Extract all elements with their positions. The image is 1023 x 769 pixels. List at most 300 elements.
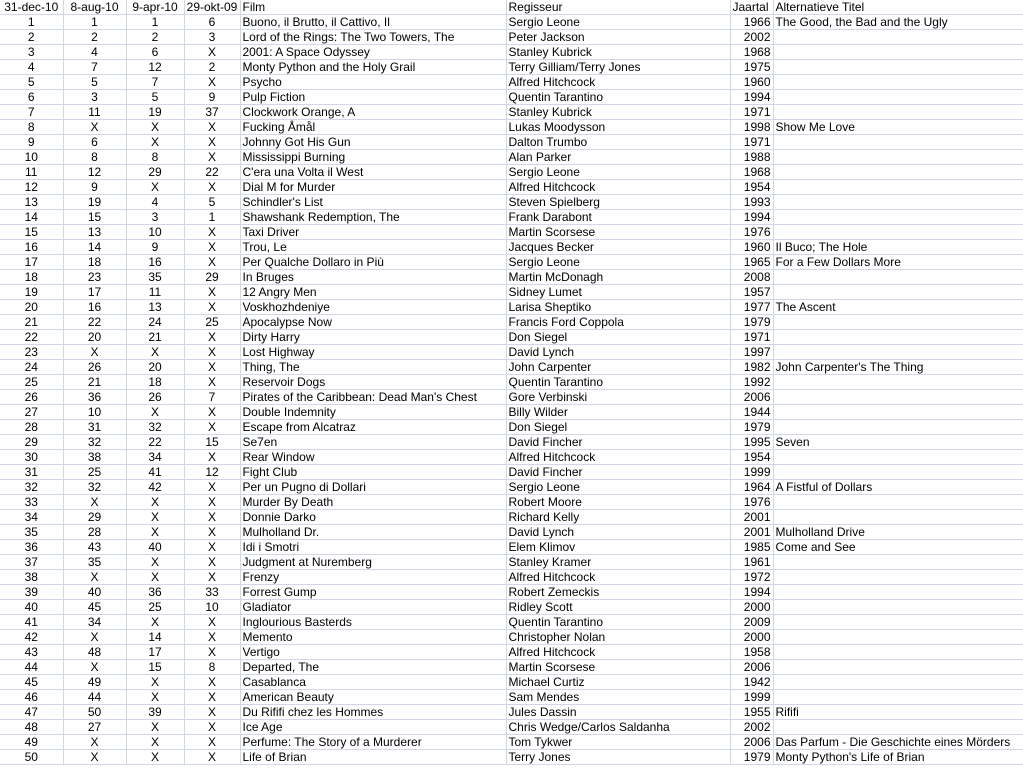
rank-8-aug-10-cell[interactable]: 44 — [63, 690, 126, 705]
film-cell[interactable]: 12 Angry Men — [240, 285, 506, 300]
rank-31-dec-10-cell[interactable]: 19 — [0, 285, 63, 300]
film-cell[interactable]: Voskhozhdeniye — [240, 300, 506, 315]
rank-9-apr-10-cell[interactable]: X — [126, 495, 184, 510]
film-cell[interactable]: Forrest Gump — [240, 585, 506, 600]
film-cell[interactable]: C'era una Volta il West — [240, 165, 506, 180]
rank-29-okt-09-cell[interactable]: 8 — [184, 660, 240, 675]
regisseur-cell[interactable]: Billy Wilder — [506, 405, 730, 420]
alternatieve-titel-cell[interactable]: Mulholland Drive — [773, 525, 1023, 540]
rank-9-apr-10-cell[interactable]: X — [126, 615, 184, 630]
alternatieve-titel-cell[interactable] — [773, 510, 1023, 525]
jaartal-cell[interactable]: 1971 — [730, 105, 773, 120]
rank-9-apr-10-cell[interactable]: 15 — [126, 660, 184, 675]
rank-29-okt-09-cell[interactable]: X — [184, 375, 240, 390]
rank-31-dec-10-cell[interactable]: 13 — [0, 195, 63, 210]
rank-31-dec-10-cell[interactable]: 6 — [0, 90, 63, 105]
rank-29-okt-09-cell[interactable]: X — [184, 705, 240, 720]
regisseur-cell[interactable]: Terry Gilliam/Terry Jones — [506, 60, 730, 75]
alternatieve-titel-cell[interactable] — [773, 570, 1023, 585]
rank-29-okt-09-cell[interactable]: X — [184, 300, 240, 315]
jaartal-cell[interactable]: 1954 — [730, 450, 773, 465]
rank-31-dec-10-cell[interactable]: 32 — [0, 480, 63, 495]
alternatieve-titel-cell[interactable] — [773, 60, 1023, 75]
film-cell[interactable]: Murder By Death — [240, 495, 506, 510]
alternatieve-titel-cell[interactable] — [773, 135, 1023, 150]
rank-8-aug-10-cell[interactable]: 29 — [63, 510, 126, 525]
rank-8-aug-10-cell[interactable]: X — [63, 120, 126, 135]
alternatieve-titel-cell[interactable]: Show Me Love — [773, 120, 1023, 135]
jaartal-cell[interactable]: 1976 — [730, 495, 773, 510]
film-cell[interactable]: Departed, The — [240, 660, 506, 675]
film-cell[interactable]: Per un Pugno di Dollari — [240, 480, 506, 495]
regisseur-cell[interactable]: Alan Parker — [506, 150, 730, 165]
rank-8-aug-10-cell[interactable]: 20 — [63, 330, 126, 345]
film-cell[interactable]: Schindler's List — [240, 195, 506, 210]
jaartal-cell[interactable]: 1999 — [730, 690, 773, 705]
film-cell[interactable]: Apocalypse Now — [240, 315, 506, 330]
film-cell[interactable]: Frenzy — [240, 570, 506, 585]
regisseur-cell[interactable]: Christopher Nolan — [506, 630, 730, 645]
rank-8-aug-10-cell[interactable]: 13 — [63, 225, 126, 240]
rank-29-okt-09-cell[interactable]: X — [184, 570, 240, 585]
film-cell[interactable]: Buono, il Brutto, il Cattivo, Il — [240, 15, 506, 30]
regisseur-cell[interactable]: Alfred Hitchcock — [506, 645, 730, 660]
rank-9-apr-10-cell[interactable]: 22 — [126, 435, 184, 450]
alternatieve-titel-cell[interactable]: The Good, the Bad and the Ugly — [773, 15, 1023, 30]
regisseur-cell[interactable]: David Lynch — [506, 525, 730, 540]
regisseur-cell[interactable]: Robert Moore — [506, 495, 730, 510]
rank-29-okt-09-cell[interactable]: X — [184, 690, 240, 705]
rank-31-dec-10-cell[interactable]: 36 — [0, 540, 63, 555]
rank-29-okt-09-cell[interactable]: X — [184, 495, 240, 510]
rank-31-dec-10-cell[interactable]: 25 — [0, 375, 63, 390]
regisseur-cell[interactable]: Richard Kelly — [506, 510, 730, 525]
jaartal-cell[interactable]: 2002 — [730, 720, 773, 735]
rank-9-apr-10-cell[interactable]: X — [126, 180, 184, 195]
rank-8-aug-10-cell[interactable]: 48 — [63, 645, 126, 660]
jaartal-cell[interactable]: 1982 — [730, 360, 773, 375]
regisseur-cell[interactable]: Jacques Becker — [506, 240, 730, 255]
alternatieve-titel-cell[interactable] — [773, 675, 1023, 690]
rank-31-dec-10-cell[interactable]: 10 — [0, 150, 63, 165]
jaartal-cell[interactable]: 1979 — [730, 420, 773, 435]
rank-9-apr-10-cell[interactable]: 6 — [126, 45, 184, 60]
regisseur-cell[interactable]: Alfred Hitchcock — [506, 75, 730, 90]
regisseur-cell[interactable]: Quentin Tarantino — [506, 90, 730, 105]
film-cell[interactable]: Donnie Darko — [240, 510, 506, 525]
regisseur-cell[interactable]: Sergio Leone — [506, 15, 730, 30]
rank-9-apr-10-cell[interactable]: 10 — [126, 225, 184, 240]
rank-31-dec-10-cell[interactable]: 11 — [0, 165, 63, 180]
rank-29-okt-09-cell[interactable]: 29 — [184, 270, 240, 285]
rank-8-aug-10-cell[interactable]: 11 — [63, 105, 126, 120]
rank-9-apr-10-cell[interactable]: 17 — [126, 645, 184, 660]
alternatieve-titel-cell[interactable] — [773, 210, 1023, 225]
rank-29-okt-09-cell[interactable]: X — [184, 510, 240, 525]
film-cell[interactable]: Mulholland Dr. — [240, 525, 506, 540]
regisseur-cell[interactable]: Francis Ford Coppola — [506, 315, 730, 330]
rank-9-apr-10-cell[interactable]: 42 — [126, 480, 184, 495]
alternatieve-titel-cell[interactable]: A Fistful of Dollars — [773, 480, 1023, 495]
rank-8-aug-10-cell[interactable]: 12 — [63, 165, 126, 180]
jaartal-cell[interactable]: 2002 — [730, 30, 773, 45]
rank-31-dec-10-cell[interactable]: 27 — [0, 405, 63, 420]
jaartal-cell[interactable]: 1942 — [730, 675, 773, 690]
rank-31-dec-10-cell[interactable]: 42 — [0, 630, 63, 645]
rank-31-dec-10-cell[interactable]: 39 — [0, 585, 63, 600]
rank-29-okt-09-cell[interactable]: X — [184, 240, 240, 255]
rank-31-dec-10-cell[interactable]: 21 — [0, 315, 63, 330]
regisseur-cell[interactable]: David Fincher — [506, 465, 730, 480]
film-cell[interactable]: Shawshank Redemption, The — [240, 210, 506, 225]
regisseur-cell[interactable]: Stanley Kubrick — [506, 45, 730, 60]
rank-29-okt-09-cell[interactable]: X — [184, 480, 240, 495]
jaartal-cell[interactable]: 1994 — [730, 210, 773, 225]
rank-8-aug-10-cell[interactable]: 19 — [63, 195, 126, 210]
regisseur-cell[interactable]: Lukas Moodysson — [506, 120, 730, 135]
rank-9-apr-10-cell[interactable]: 34 — [126, 450, 184, 465]
alternatieve-titel-cell[interactable] — [773, 450, 1023, 465]
alternatieve-titel-cell[interactable] — [773, 615, 1023, 630]
regisseur-cell[interactable]: Terry Jones — [506, 750, 730, 765]
film-cell[interactable]: Taxi Driver — [240, 225, 506, 240]
jaartal-cell[interactable]: 2001 — [730, 525, 773, 540]
film-cell[interactable]: Psycho — [240, 75, 506, 90]
film-cell[interactable]: Se7en — [240, 435, 506, 450]
regisseur-cell[interactable]: Elem Klimov — [506, 540, 730, 555]
rank-31-dec-10-cell[interactable]: 1 — [0, 15, 63, 30]
rank-8-aug-10-cell[interactable]: 40 — [63, 585, 126, 600]
jaartal-cell[interactable]: 1976 — [730, 225, 773, 240]
film-cell[interactable]: Reservoir Dogs — [240, 375, 506, 390]
regisseur-cell[interactable]: Gore Verbinski — [506, 390, 730, 405]
rank-31-dec-10-cell[interactable]: 12 — [0, 180, 63, 195]
rank-29-okt-09-cell[interactable]: 33 — [184, 585, 240, 600]
rank-29-okt-09-cell[interactable]: 12 — [184, 465, 240, 480]
jaartal-cell[interactable]: 2001 — [730, 510, 773, 525]
rank-29-okt-09-cell[interactable]: X — [184, 255, 240, 270]
alternatieve-titel-cell[interactable] — [773, 75, 1023, 90]
rank-31-dec-10-cell[interactable]: 41 — [0, 615, 63, 630]
alternatieve-titel-cell[interactable] — [773, 270, 1023, 285]
rank-9-apr-10-cell[interactable]: X — [126, 750, 184, 765]
rank-29-okt-09-cell[interactable]: X — [184, 450, 240, 465]
jaartal-cell[interactable]: 1998 — [730, 120, 773, 135]
regisseur-cell[interactable]: John Carpenter — [506, 360, 730, 375]
rank-8-aug-10-cell[interactable]: 3 — [63, 90, 126, 105]
regisseur-cell[interactable]: Alfred Hitchcock — [506, 180, 730, 195]
rank-9-apr-10-cell[interactable]: X — [126, 510, 184, 525]
rank-31-dec-10-cell[interactable]: 20 — [0, 300, 63, 315]
rank-29-okt-09-cell[interactable]: X — [184, 540, 240, 555]
rank-9-apr-10-cell[interactable]: X — [126, 720, 184, 735]
rank-9-apr-10-cell[interactable]: X — [126, 570, 184, 585]
rank-9-apr-10-cell[interactable]: 36 — [126, 585, 184, 600]
regisseur-cell[interactable]: Larisa Sheptiko — [506, 300, 730, 315]
regisseur-cell[interactable]: Peter Jackson — [506, 30, 730, 45]
alternatieve-titel-cell[interactable]: Seven — [773, 435, 1023, 450]
film-cell[interactable]: Dial M for Murder — [240, 180, 506, 195]
rank-31-dec-10-cell[interactable]: 50 — [0, 750, 63, 765]
rank-29-okt-09-cell[interactable]: X — [184, 285, 240, 300]
rank-31-dec-10-cell[interactable]: 43 — [0, 645, 63, 660]
film-cell[interactable]: Monty Python and the Holy Grail — [240, 60, 506, 75]
rank-31-dec-10-cell[interactable]: 35 — [0, 525, 63, 540]
alternatieve-titel-cell[interactable]: Monty Python's Life of Brian — [773, 750, 1023, 765]
regisseur-cell[interactable]: Sergio Leone — [506, 255, 730, 270]
jaartal-cell[interactable]: 2006 — [730, 660, 773, 675]
rank-8-aug-10-cell[interactable]: 34 — [63, 615, 126, 630]
rank-9-apr-10-cell[interactable]: 20 — [126, 360, 184, 375]
rank-9-apr-10-cell[interactable]: 16 — [126, 255, 184, 270]
rank-29-okt-09-cell[interactable]: 1 — [184, 210, 240, 225]
rank-9-apr-10-cell[interactable]: X — [126, 675, 184, 690]
header-cell-film[interactable]: Film — [240, 0, 506, 15]
rank-8-aug-10-cell[interactable]: 14 — [63, 240, 126, 255]
jaartal-cell[interactable]: 1966 — [730, 15, 773, 30]
rank-9-apr-10-cell[interactable]: 9 — [126, 240, 184, 255]
rank-29-okt-09-cell[interactable]: X — [184, 630, 240, 645]
rank-31-dec-10-cell[interactable]: 23 — [0, 345, 63, 360]
rank-31-dec-10-cell[interactable]: 38 — [0, 570, 63, 585]
jaartal-cell[interactable]: 1985 — [730, 540, 773, 555]
jaartal-cell[interactable]: 2006 — [730, 390, 773, 405]
jaartal-cell[interactable]: 1960 — [730, 240, 773, 255]
rank-8-aug-10-cell[interactable]: 5 — [63, 75, 126, 90]
rank-8-aug-10-cell[interactable]: 28 — [63, 525, 126, 540]
header-cell-regisseur[interactable]: Regisseur — [506, 0, 730, 15]
rank-9-apr-10-cell[interactable]: 12 — [126, 60, 184, 75]
rank-8-aug-10-cell[interactable]: 49 — [63, 675, 126, 690]
rank-29-okt-09-cell[interactable]: 3 — [184, 30, 240, 45]
rank-29-okt-09-cell[interactable]: X — [184, 120, 240, 135]
film-cell[interactable]: American Beauty — [240, 690, 506, 705]
jaartal-cell[interactable]: 1994 — [730, 585, 773, 600]
rank-8-aug-10-cell[interactable]: X — [63, 750, 126, 765]
jaartal-cell[interactable]: 2000 — [730, 630, 773, 645]
rank-8-aug-10-cell[interactable]: 22 — [63, 315, 126, 330]
header-cell-rank-8-aug-10[interactable]: 8-aug-10 — [63, 0, 126, 15]
film-cell[interactable]: Lost Highway — [240, 345, 506, 360]
regisseur-cell[interactable]: Stanley Kramer — [506, 555, 730, 570]
rank-31-dec-10-cell[interactable]: 2 — [0, 30, 63, 45]
regisseur-cell[interactable]: David Lynch — [506, 345, 730, 360]
rank-8-aug-10-cell[interactable]: 6 — [63, 135, 126, 150]
regisseur-cell[interactable]: Martin McDonagh — [506, 270, 730, 285]
rank-8-aug-10-cell[interactable]: X — [63, 570, 126, 585]
rank-31-dec-10-cell[interactable]: 47 — [0, 705, 63, 720]
alternatieve-titel-cell[interactable] — [773, 45, 1023, 60]
jaartal-cell[interactable]: 1988 — [730, 150, 773, 165]
rank-29-okt-09-cell[interactable]: X — [184, 555, 240, 570]
alternatieve-titel-cell[interactable] — [773, 420, 1023, 435]
alternatieve-titel-cell[interactable]: For a Few Dollars More — [773, 255, 1023, 270]
rank-9-apr-10-cell[interactable]: 40 — [126, 540, 184, 555]
rank-29-okt-09-cell[interactable]: X — [184, 75, 240, 90]
alternatieve-titel-cell[interactable] — [773, 105, 1023, 120]
film-cell[interactable]: Fucking Åmål — [240, 120, 506, 135]
rank-8-aug-10-cell[interactable]: 2 — [63, 30, 126, 45]
rank-8-aug-10-cell[interactable]: X — [63, 345, 126, 360]
alternatieve-titel-cell[interactable]: Il Buco; The Hole — [773, 240, 1023, 255]
rank-31-dec-10-cell[interactable]: 18 — [0, 270, 63, 285]
film-cell[interactable]: Fight Club — [240, 465, 506, 480]
rank-8-aug-10-cell[interactable]: 38 — [63, 450, 126, 465]
rank-31-dec-10-cell[interactable]: 17 — [0, 255, 63, 270]
rank-31-dec-10-cell[interactable]: 33 — [0, 495, 63, 510]
film-cell[interactable]: Ice Age — [240, 720, 506, 735]
rank-31-dec-10-cell[interactable]: 28 — [0, 420, 63, 435]
rank-29-okt-09-cell[interactable]: X — [184, 345, 240, 360]
rank-31-dec-10-cell[interactable]: 40 — [0, 600, 63, 615]
rank-29-okt-09-cell[interactable]: X — [184, 675, 240, 690]
rank-8-aug-10-cell[interactable]: 8 — [63, 150, 126, 165]
jaartal-cell[interactable]: 1979 — [730, 315, 773, 330]
rank-8-aug-10-cell[interactable]: 4 — [63, 45, 126, 60]
alternatieve-titel-cell[interactable]: Rififi — [773, 705, 1023, 720]
regisseur-cell[interactable]: Alfred Hitchcock — [506, 450, 730, 465]
rank-31-dec-10-cell[interactable]: 16 — [0, 240, 63, 255]
regisseur-cell[interactable]: Michael Curtiz — [506, 675, 730, 690]
film-cell[interactable]: Escape from Alcatraz — [240, 420, 506, 435]
alternatieve-titel-cell[interactable] — [773, 720, 1023, 735]
film-cell[interactable]: Life of Brian — [240, 750, 506, 765]
header-cell-rank-9-apr-10[interactable]: 9-apr-10 — [126, 0, 184, 15]
rank-8-aug-10-cell[interactable]: 17 — [63, 285, 126, 300]
header-cell-jaartal[interactable]: Jaartal — [730, 0, 773, 15]
rank-31-dec-10-cell[interactable]: 4 — [0, 60, 63, 75]
film-cell[interactable]: Pulp Fiction — [240, 90, 506, 105]
rank-29-okt-09-cell[interactable]: X — [184, 405, 240, 420]
jaartal-cell[interactable]: 1957 — [730, 285, 773, 300]
film-cell[interactable]: Casablanca — [240, 675, 506, 690]
regisseur-cell[interactable]: Martin Scorsese — [506, 660, 730, 675]
rank-8-aug-10-cell[interactable]: 9 — [63, 180, 126, 195]
rank-31-dec-10-cell[interactable]: 45 — [0, 675, 63, 690]
rank-8-aug-10-cell[interactable]: 50 — [63, 705, 126, 720]
rank-9-apr-10-cell[interactable]: X — [126, 690, 184, 705]
rank-31-dec-10-cell[interactable]: 8 — [0, 120, 63, 135]
regisseur-cell[interactable]: Sidney Lumet — [506, 285, 730, 300]
rank-29-okt-09-cell[interactable]: 25 — [184, 315, 240, 330]
rank-29-okt-09-cell[interactable]: X — [184, 645, 240, 660]
rank-9-apr-10-cell[interactable]: 18 — [126, 375, 184, 390]
rank-8-aug-10-cell[interactable]: 15 — [63, 210, 126, 225]
alternatieve-titel-cell[interactable]: Come and See — [773, 540, 1023, 555]
rank-8-aug-10-cell[interactable]: X — [63, 495, 126, 510]
regisseur-cell[interactable]: Dalton Trumbo — [506, 135, 730, 150]
alternatieve-titel-cell[interactable] — [773, 600, 1023, 615]
rank-29-okt-09-cell[interactable]: X — [184, 45, 240, 60]
alternatieve-titel-cell[interactable] — [773, 165, 1023, 180]
rank-8-aug-10-cell[interactable]: 25 — [63, 465, 126, 480]
rank-31-dec-10-cell[interactable]: 24 — [0, 360, 63, 375]
regisseur-cell[interactable]: Quentin Tarantino — [506, 375, 730, 390]
alternatieve-titel-cell[interactable] — [773, 630, 1023, 645]
jaartal-cell[interactable]: 1999 — [730, 465, 773, 480]
alternatieve-titel-cell[interactable] — [773, 225, 1023, 240]
rank-29-okt-09-cell[interactable]: 15 — [184, 435, 240, 450]
rank-9-apr-10-cell[interactable]: 32 — [126, 420, 184, 435]
alternatieve-titel-cell[interactable] — [773, 690, 1023, 705]
rank-29-okt-09-cell[interactable]: 6 — [184, 15, 240, 30]
rank-9-apr-10-cell[interactable]: X — [126, 345, 184, 360]
rank-29-okt-09-cell[interactable]: X — [184, 330, 240, 345]
rank-29-okt-09-cell[interactable]: X — [184, 420, 240, 435]
regisseur-cell[interactable]: Don Siegel — [506, 420, 730, 435]
regisseur-cell[interactable]: Alfred Hitchcock — [506, 570, 730, 585]
rank-9-apr-10-cell[interactable]: 2 — [126, 30, 184, 45]
jaartal-cell[interactable]: 1955 — [730, 705, 773, 720]
jaartal-cell[interactable]: 2006 — [730, 735, 773, 750]
alternatieve-titel-cell[interactable] — [773, 465, 1023, 480]
rank-8-aug-10-cell[interactable]: 45 — [63, 600, 126, 615]
header-cell-rank-31-dec-10[interactable]: 31-dec-10 — [0, 0, 63, 15]
jaartal-cell[interactable]: 1965 — [730, 255, 773, 270]
rank-9-apr-10-cell[interactable]: 19 — [126, 105, 184, 120]
rank-31-dec-10-cell[interactable]: 46 — [0, 690, 63, 705]
rank-9-apr-10-cell[interactable]: X — [126, 555, 184, 570]
rank-29-okt-09-cell[interactable]: 2 — [184, 60, 240, 75]
rank-8-aug-10-cell[interactable]: 27 — [63, 720, 126, 735]
rank-29-okt-09-cell[interactable]: 5 — [184, 195, 240, 210]
regisseur-cell[interactable]: Chris Wedge/Carlos Saldanha — [506, 720, 730, 735]
film-cell[interactable]: Inglourious Basterds — [240, 615, 506, 630]
rank-31-dec-10-cell[interactable]: 9 — [0, 135, 63, 150]
regisseur-cell[interactable]: Sam Mendes — [506, 690, 730, 705]
regisseur-cell[interactable]: Ridley Scott — [506, 600, 730, 615]
alternatieve-titel-cell[interactable]: John Carpenter's The Thing — [773, 360, 1023, 375]
rank-9-apr-10-cell[interactable]: X — [126, 405, 184, 420]
rank-29-okt-09-cell[interactable]: X — [184, 525, 240, 540]
alternatieve-titel-cell[interactable] — [773, 90, 1023, 105]
rank-9-apr-10-cell[interactable]: 3 — [126, 210, 184, 225]
rank-9-apr-10-cell[interactable]: 5 — [126, 90, 184, 105]
alternatieve-titel-cell[interactable] — [773, 645, 1023, 660]
rank-8-aug-10-cell[interactable]: X — [63, 630, 126, 645]
film-cell[interactable]: Per Qualche Dollaro in Più — [240, 255, 506, 270]
alternatieve-titel-cell[interactable] — [773, 180, 1023, 195]
rank-29-okt-09-cell[interactable]: X — [184, 135, 240, 150]
regisseur-cell[interactable]: Sergio Leone — [506, 165, 730, 180]
rank-8-aug-10-cell[interactable]: 31 — [63, 420, 126, 435]
alternatieve-titel-cell[interactable] — [773, 375, 1023, 390]
rank-29-okt-09-cell[interactable]: 37 — [184, 105, 240, 120]
rank-29-okt-09-cell[interactable]: X — [184, 735, 240, 750]
rank-9-apr-10-cell[interactable]: 4 — [126, 195, 184, 210]
rank-9-apr-10-cell[interactable]: 1 — [126, 15, 184, 30]
film-cell[interactable]: Du Rififi chez les Hommes — [240, 705, 506, 720]
film-cell[interactable]: Johnny Got His Gun — [240, 135, 506, 150]
regisseur-cell[interactable]: Don Siegel — [506, 330, 730, 345]
jaartal-cell[interactable]: 2009 — [730, 615, 773, 630]
alternatieve-titel-cell[interactable] — [773, 195, 1023, 210]
rank-8-aug-10-cell[interactable]: 32 — [63, 435, 126, 450]
film-cell[interactable]: Memento — [240, 630, 506, 645]
jaartal-cell[interactable]: 1944 — [730, 405, 773, 420]
rank-8-aug-10-cell[interactable]: 35 — [63, 555, 126, 570]
film-cell[interactable]: Dirty Harry — [240, 330, 506, 345]
jaartal-cell[interactable]: 1979 — [730, 750, 773, 765]
rank-9-apr-10-cell[interactable]: X — [126, 120, 184, 135]
jaartal-cell[interactable]: 1954 — [730, 180, 773, 195]
rank-31-dec-10-cell[interactable]: 44 — [0, 660, 63, 675]
rank-9-apr-10-cell[interactable]: 13 — [126, 300, 184, 315]
jaartal-cell[interactable]: 1993 — [730, 195, 773, 210]
rank-8-aug-10-cell[interactable]: 23 — [63, 270, 126, 285]
rank-31-dec-10-cell[interactable]: 37 — [0, 555, 63, 570]
jaartal-cell[interactable]: 2008 — [730, 270, 773, 285]
